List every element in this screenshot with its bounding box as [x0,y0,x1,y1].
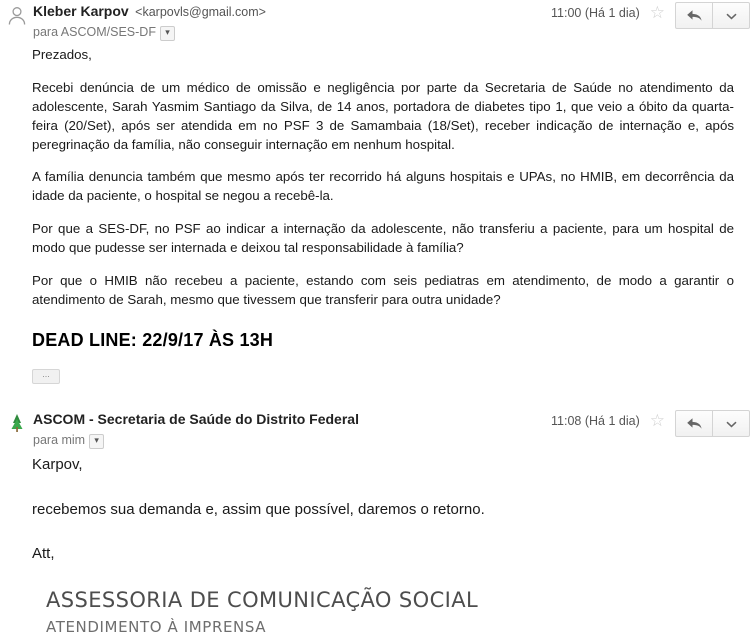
recipient-line[interactable] [33,433,104,449]
timestamp: 11:08 (Há 1 dia) [551,414,640,429]
recipient-label: para mim [33,433,86,448]
star-icon[interactable]: ☆ [649,411,665,431]
message-meta [551,2,750,29]
avatar[interactable] [6,4,28,26]
reply-arrow-icon [686,417,703,430]
more-options-button[interactable] [712,3,749,28]
chevron-down-icon [726,12,737,20]
paragraph: Por que a SES-DF, no PSF ao indicar a internação da adolescente, não transferiu a paciente, para um hospital de modo que pudesse ser internada e deixou tal responsabilidade à família? [32,221,734,255]
signature-title: ASSESSORIA DE COMUNICAÇÃO SOCIAL [46,587,479,612]
paragraph: A família denuncia também que mesmo após ter recorrido há alguns hospitais e UPAs, no HMIB, em decorrência da idade da paciente, o hospital se negou a recebê-la. [32,169,734,204]
generic-person-avatar-icon [6,4,28,26]
message-header [0,408,756,454]
timestamp: 11:00 (Há 1 dia) [551,6,640,20]
sender-email[interactable]: <karpovls@gmail.com> [135,5,266,19]
paragraph: Prezados, [32,47,92,62]
reply-button[interactable] [676,411,712,436]
sender-line [33,3,266,21]
recipient-line[interactable] [33,25,175,41]
recipient-label: para ASCOM/SES-DF [33,25,156,39]
chevron-down-icon [726,420,737,428]
message-spacer [0,394,756,408]
organization-logo-avatar-icon [6,412,28,434]
sender-name[interactable]: Kleber Karpov [33,3,129,19]
message-meta [551,410,750,437]
reply-arrow-icon [686,9,703,22]
show-trimmed-content-button[interactable]: ... [32,369,60,384]
message-actions [675,410,750,437]
recipient-details-caret-icon[interactable]: ▾ [89,434,104,449]
sender-line [33,411,361,429]
reply-button[interactable] [676,3,712,28]
star-icon[interactable]: ☆ [649,3,665,22]
message-body [0,454,756,566]
paragraph: recebemos sua demanda e, assim que possível, daremos o retorno. [32,500,485,518]
paragraph: Att, [32,545,55,563]
recipient-details-caret-icon[interactable]: ▾ [160,26,175,41]
paragraph: Por que o HMIB não recebeu a paciente, estando com seis pediatras em atendimento, de modo a garantir o atendimento de Sarah, mesmo que tivessem que transferir para outra unidade? [32,272,734,307]
message-body [0,46,756,353]
deadline-text: DEAD LINE: 22/9/17 ÀS 13H [32,329,274,350]
more-options-button[interactable] [712,411,749,436]
paragraph: Recebi denúncia de um médico de omissão e negligência por parte da Secretaria de Saúde no atendimento da adolescente, Sarah Yasmim Santiago da Silva, de 14 anos, portadora de diabetes tipo 1, que veio a óbito da quarta-feira (20/Set), após ser atendida em no PSF 3 de Samambaia (18/Set), receber indicação de internação e, após peregrinação da família, não conseguir internação em nenhum hospital. [32,79,734,152]
paragraph: Karpov, [32,456,83,474]
sender-name[interactable]: ASCOM - Secretaria de Saúde do Distrito Federal [33,411,359,428]
avatar[interactable] [6,412,28,434]
signature-subtitle: ATENDIMENTO À IMPRENSA [46,617,267,636]
message-actions [675,2,750,29]
message-header [0,0,756,46]
email-message-2[interactable] [0,408,756,636]
